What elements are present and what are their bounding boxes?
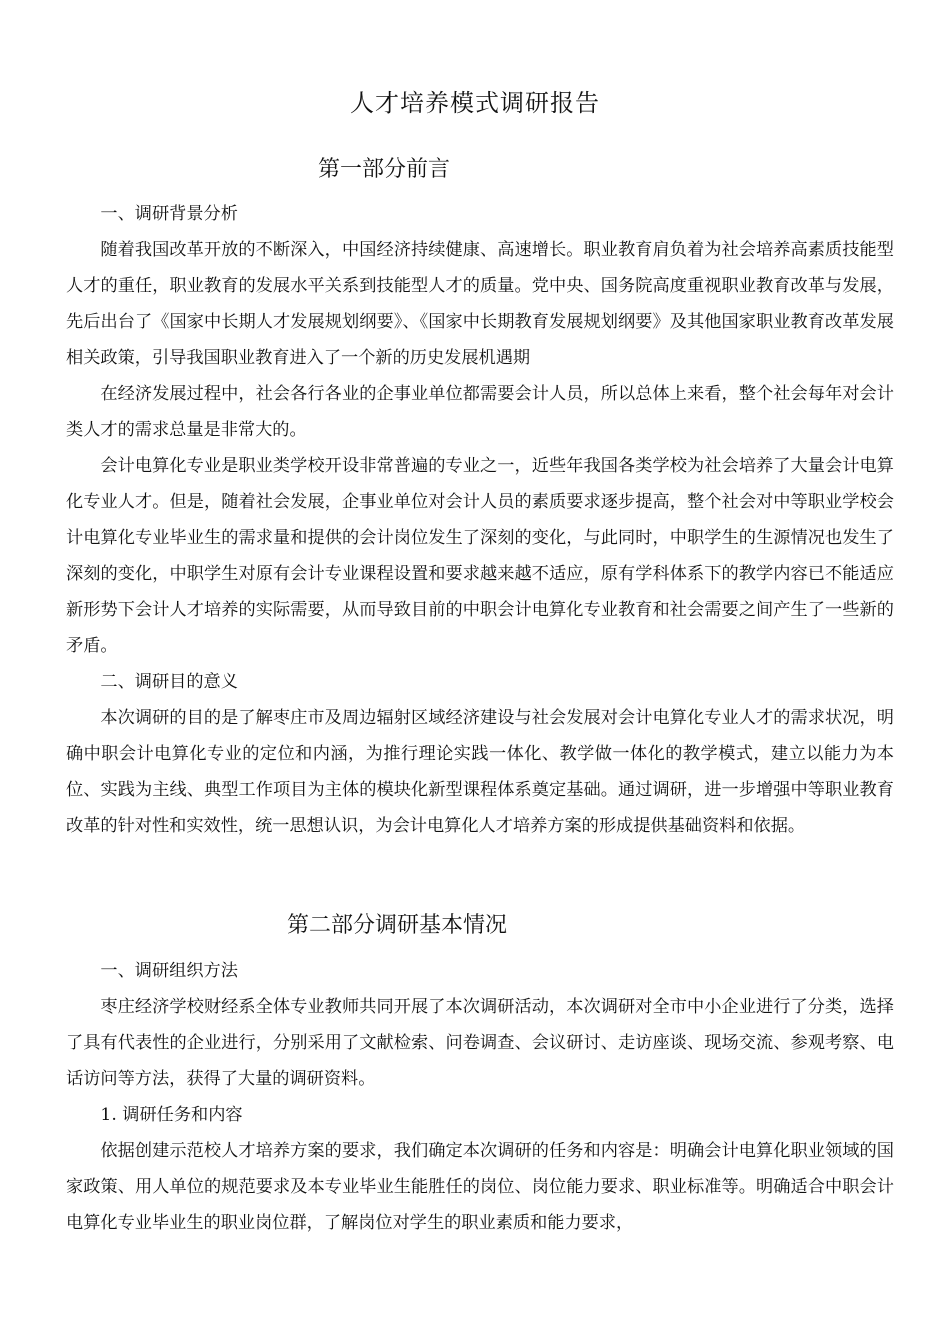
- paragraph-background-3: 会计电算化专业是职业类学校开设非常普遍的专业之一，近些年我国各类学校为社会培养了大量会计电算化专业人才。但是，随着社会发展，企事业单位对会计人员的素质要求逐步提高，整个社会对中等职业学校会计电算化专业毕业生的需求量和提供的会计岗位发生了深刻的变化，与此同时，中职学生的生源情况也发生了深刻的变化，中职学生对原有会计专业课程设置和要求越来越不适应，原有学科体系下的教学内容已不能适应新形势下会计人才培养的实际需要，从而导致目前的中职会计电算化专业教育和社会需要之间产生了一些新的矛盾。: [66, 456, 894, 656]
- part1-body: [66, 196, 894, 844]
- paragraph-method: 枣庄经济学校财经系全体专业教师共同开展了本次调研活动，本次调研对全市中小企业进行了分类，选择了具有代表性的企业进行，分别采用了文献检索、问卷调查、会议研讨、走访座谈、现场交流、参观考察、电话访问等方法，获得了大量的调研资料。: [66, 997, 894, 1089]
- part2-heading: 第二部分调研基本情况: [287, 913, 508, 938]
- paragraph-background-2: 在经济发展过程中，社会各行各业的企事业单位都需要会计人员，所以总体上来看，整个社会每年对会计类人才的需求总量是非常大的。: [66, 384, 894, 440]
- document-title: 人才培养模式调研报告: [350, 89, 600, 117]
- paragraph-background-1: 随着我国改革开放的不断深入，中国经济持续健康、高速增长。职业教育肩负着为社会培养高素质技能型人才的重任，职业教育的发展水平关系到技能型人才的质量。党中央、国务院高度重视职业教育改革与发展，先后出台了《国家中长期人才发展规划纲要》、《国家中长期教育发展规划纲要》及其他国家职业教育改革发展相关政策，引导我国职业教育进入了一个新的历史发展机遇期: [66, 240, 894, 368]
- part1-heading: 第一部分前言: [318, 157, 451, 182]
- section-heading-purpose: 二、调研目的意义: [100, 672, 238, 692]
- section-heading-background: 一、调研背景分析: [100, 204, 238, 224]
- part2-body: [66, 953, 894, 1241]
- section-heading-method: 一、调研组织方法: [100, 961, 238, 981]
- paragraph-purpose: 本次调研的目的是了解枣庄市及周边辐射区域经济建设与社会发展对会计电算化专业人才的需求状况，明确中职会计电算化专业的定位和内涵，为推行理论实践一体化、教学做一体化的教学模式，建立以能力为本位、实践为主线、典型工作项目为主体的模块化新型课程体系奠定基础。通过调研，进一步增强中等职业教育改革的针对性和实效性，统一思想认识，为会计电算化人才培养方案的形成提供基础资料和依据。: [66, 708, 894, 836]
- paragraph-tasks: 依据创建示范校人才培养方案的要求，我们确定本次调研的任务和内容是：明确会计电算化职业领域的国家政策、用人单位的规范要求及本专业毕业生能胜任的岗位、岗位能力要求、职业标准等。明确适合中职会计电算化专业毕业生的职业岗位群，了解岗位对学生的职业素质和能力要求，: [66, 1141, 894, 1233]
- subsection-heading-tasks: 1. 调研任务和内容: [100, 1105, 243, 1125]
